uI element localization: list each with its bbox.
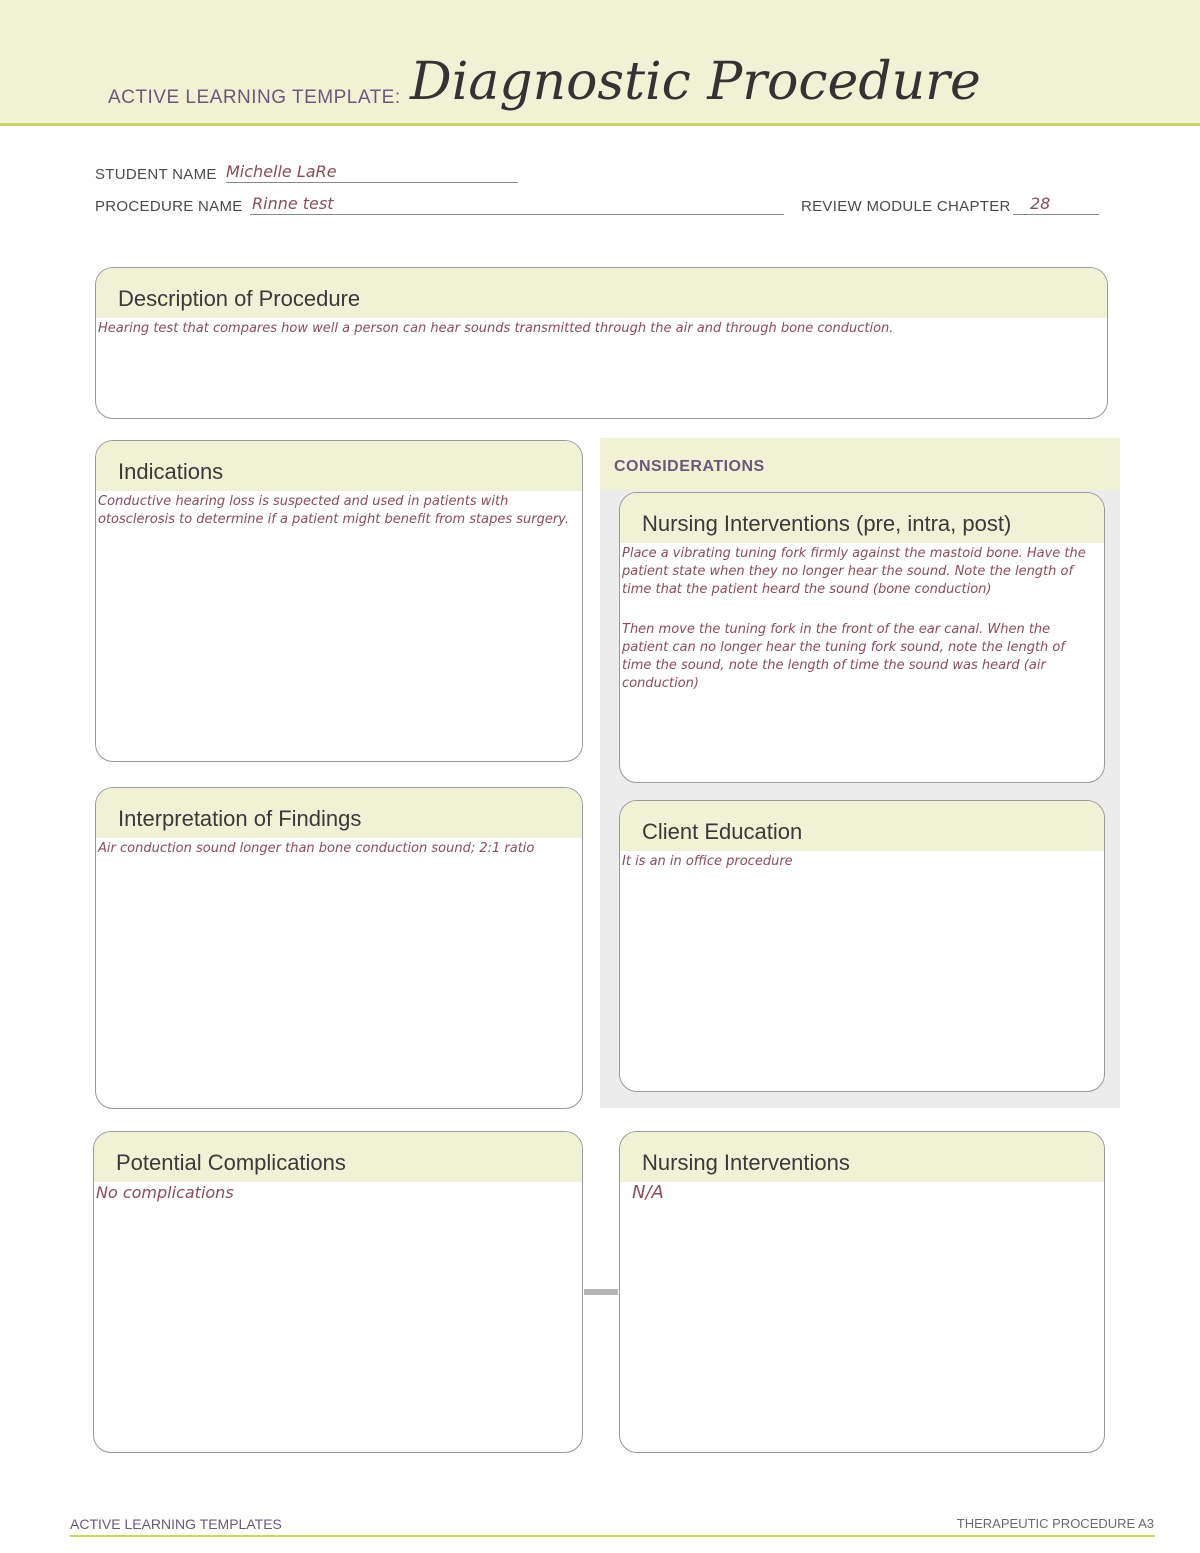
student-name-label: STUDENT NAME [95,166,217,183]
interpretation-text[interactable]: Air conduction sound longer than bone conduction sound; 2:1 ratio [98,841,535,856]
footer-left: ACTIVE LEARNING TEMPLATES [70,1516,282,1532]
indications-title: Indications [118,459,224,484]
complications-text[interactable]: No complications [96,1183,234,1202]
student-name-value[interactable]: Michelle LaRe [226,162,337,181]
procedure-name-line [250,214,784,215]
interpretation-box [95,787,583,1109]
considerations-panel [600,438,1120,1108]
interpretation-title: Interpretation of Findings [118,806,362,831]
nursing-interventions-title: Nursing Interventions [642,1150,850,1175]
footer-right: THERAPEUTIC PROCEDURE A3 [956,1516,1154,1531]
description-text[interactable]: Hearing test that compares how well a person can hear sounds transmitted through the air and through bone conduction. [98,321,894,336]
client-education-title: Client Education [642,819,803,844]
nursing-interventions-pip-paragraph-2: Then move the tuning fork in the front of the ear canal. When the patient can no longer hear the tuning fork sound, note the length of time the sound, note the length of time the sound was heard (air conduction) [622,622,1065,691]
header-prefix: ACTIVE LEARNING TEMPLATE: [108,87,401,108]
footer-rule [70,1535,1155,1537]
nursing-interventions-text[interactable]: N/A [632,1182,664,1203]
nursing-interventions-pip-title: Nursing Interventions (pre, intra, post) [642,511,1012,536]
nursing-interventions-pip-paragraph-1: Place a vibrating tuning fork firmly against the mastoid bone. Have the patient state when they no longer hear the sound. Note the length of time that the patient heard the sound (bone conduction) [622,546,1086,597]
client-education-box [619,800,1105,1092]
description-title: Description of Procedure [118,286,361,311]
nursing-interventions-pip-box [619,492,1105,783]
procedure-name-value[interactable]: Rinne test [252,194,334,213]
description-box [95,267,1108,419]
review-module-line [1013,214,1099,215]
review-module-value[interactable]: 28 [1030,194,1051,213]
nursing-interventions-box [619,1131,1105,1453]
complications-box [93,1131,583,1453]
page-title: Diagnostic Procedure [410,52,981,112]
nursing-interventions-pip-text[interactable] [622,545,1096,693]
considerations-label: CONSIDERATIONS [614,458,765,475]
connector-bar [584,1289,618,1295]
indications-box [95,440,583,762]
header-rule [0,123,1200,126]
review-module-label: REVIEW MODULE CHAPTER [801,198,1011,215]
student-name-line [226,182,518,183]
indications-text[interactable]: Conductive hearing loss is suspected and used in patients with otosclerosis to determine if a patient might benefit from stapes surgery. [98,494,569,527]
complications-title: Potential Complications [116,1150,346,1175]
client-education-text[interactable]: It is an in office procedure [622,854,793,869]
procedure-name-label: PROCEDURE NAME [95,198,243,215]
